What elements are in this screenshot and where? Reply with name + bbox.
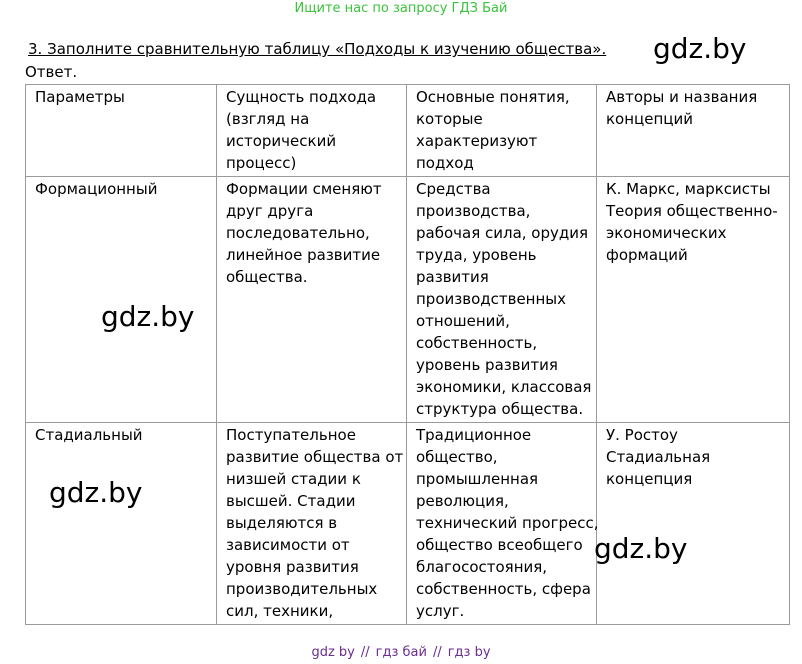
cell-text-line: характеризуют <box>416 132 538 150</box>
cell-text-line: общество всеобщего <box>416 536 583 554</box>
cell-text-line: производства, <box>416 202 531 220</box>
answer-label: Ответ. <box>25 63 78 81</box>
cell-text-line: (взгляд на <box>226 110 310 128</box>
cell-text-line: которые <box>416 110 483 128</box>
cell-text-line: У. Ростоу <box>606 426 678 444</box>
cell-text-line: отношений, <box>416 312 510 330</box>
cell-text-line: высшей. Стадии <box>226 492 356 510</box>
cell-text-line: процесс) <box>226 154 297 172</box>
cell-text-line: исторический <box>226 132 337 150</box>
cell-concepts <box>407 177 597 423</box>
cell-text-line: концепция <box>606 470 693 488</box>
watermark: gdz.by <box>101 300 195 333</box>
table-header-row <box>26 85 790 177</box>
cell-approach-name <box>26 423 217 625</box>
cell-text-line: производственных <box>416 290 567 308</box>
cell-text-line: труда, уровень <box>416 246 537 264</box>
header-cell-essence <box>217 85 407 177</box>
cell-text-line: концепций <box>606 110 693 128</box>
cell-text-line: Теория общественно- <box>606 202 778 220</box>
cell-text-line: революция, <box>416 492 509 510</box>
cell-text-line: Традиционное <box>416 426 532 444</box>
table-row <box>26 423 790 625</box>
cell-text-line: низшей стадии к <box>226 470 361 488</box>
top-banner[interactable]: Ищите нас по запросу ГДЗ Бай <box>294 1 508 16</box>
cell-text-line: последовательно, <box>226 224 370 242</box>
cell-text-line: производительных <box>226 580 378 598</box>
cell-essence <box>217 423 407 625</box>
cell-text-line: выделяются в <box>226 514 338 532</box>
cell-text-line: экономики, классовая <box>416 378 592 396</box>
cell-essence <box>217 177 407 423</box>
cell-text-line: Стадиальная <box>606 448 711 466</box>
footer-link[interactable]: gdz by <box>311 645 355 660</box>
footer-links <box>0 645 802 660</box>
cell-text-line: линейное развитие <box>226 246 381 264</box>
header-cell-concepts <box>407 85 597 177</box>
cell-text-line: уровень развития <box>416 356 558 374</box>
cell-text-line: уровня развития <box>226 558 359 576</box>
cell-text-line: Сущность подхода <box>226 88 377 106</box>
cell-text-line: Параметры <box>35 88 125 106</box>
cell-text-line: подход <box>416 154 474 172</box>
cell-text-line: формаций <box>606 246 688 264</box>
cell-authors <box>597 177 790 423</box>
watermark: gdz.by <box>653 32 747 65</box>
watermark: gdz.by <box>594 532 688 565</box>
footer-separator: // <box>432 645 442 660</box>
cell-text-line: развития <box>416 268 489 286</box>
header-cell-authors <box>597 85 790 177</box>
cell-text-line: друг друга <box>226 202 314 220</box>
cell-text-line: услуг. <box>416 602 465 620</box>
footer-separator: // <box>360 645 370 660</box>
cell-text-line: структура общества. <box>416 400 584 418</box>
cell-text-line: развитие общества от <box>226 448 404 466</box>
cell-authors <box>597 423 790 625</box>
cell-text-line: К. Маркс, марксисты <box>606 180 771 198</box>
cell-text-line: Авторы и названия <box>606 88 758 106</box>
watermark: gdz.by <box>49 476 143 509</box>
cell-text-line: Основные понятия, <box>416 88 570 106</box>
cell-text-line: технический прогресс, <box>416 514 599 532</box>
cell-text-line: промышленная <box>416 470 539 488</box>
cell-text-line: Средства <box>416 180 491 198</box>
task-title: 3. Заполните сравнительную таблицу «Подходы к изучению общества». <box>28 40 607 58</box>
cell-text-line: Стадиальный <box>35 426 143 444</box>
cell-text-line: общество, <box>416 448 498 466</box>
cell-text-line: рабочая сила, орудия <box>416 224 589 242</box>
cell-text-line: собственность, сфера <box>416 580 591 598</box>
cell-text-line: Формационный <box>35 180 158 198</box>
header-cell-parameters <box>26 85 217 177</box>
footer-link[interactable]: гдз by <box>447 645 491 660</box>
cell-text-line: собственность, <box>416 334 538 352</box>
cell-text-line: Поступательное <box>226 426 356 444</box>
cell-text-line: сил, техники, <box>226 602 334 620</box>
cell-text-line: экономических <box>606 224 727 242</box>
cell-text-line: общества. <box>226 268 308 286</box>
cell-text-line: благосостояния, <box>416 558 548 576</box>
cell-concepts <box>407 423 597 625</box>
cell-text-line: зависимости от <box>226 536 350 554</box>
footer-link[interactable]: гдз бай <box>375 645 427 660</box>
cell-text-line: Формации сменяют <box>226 180 382 198</box>
